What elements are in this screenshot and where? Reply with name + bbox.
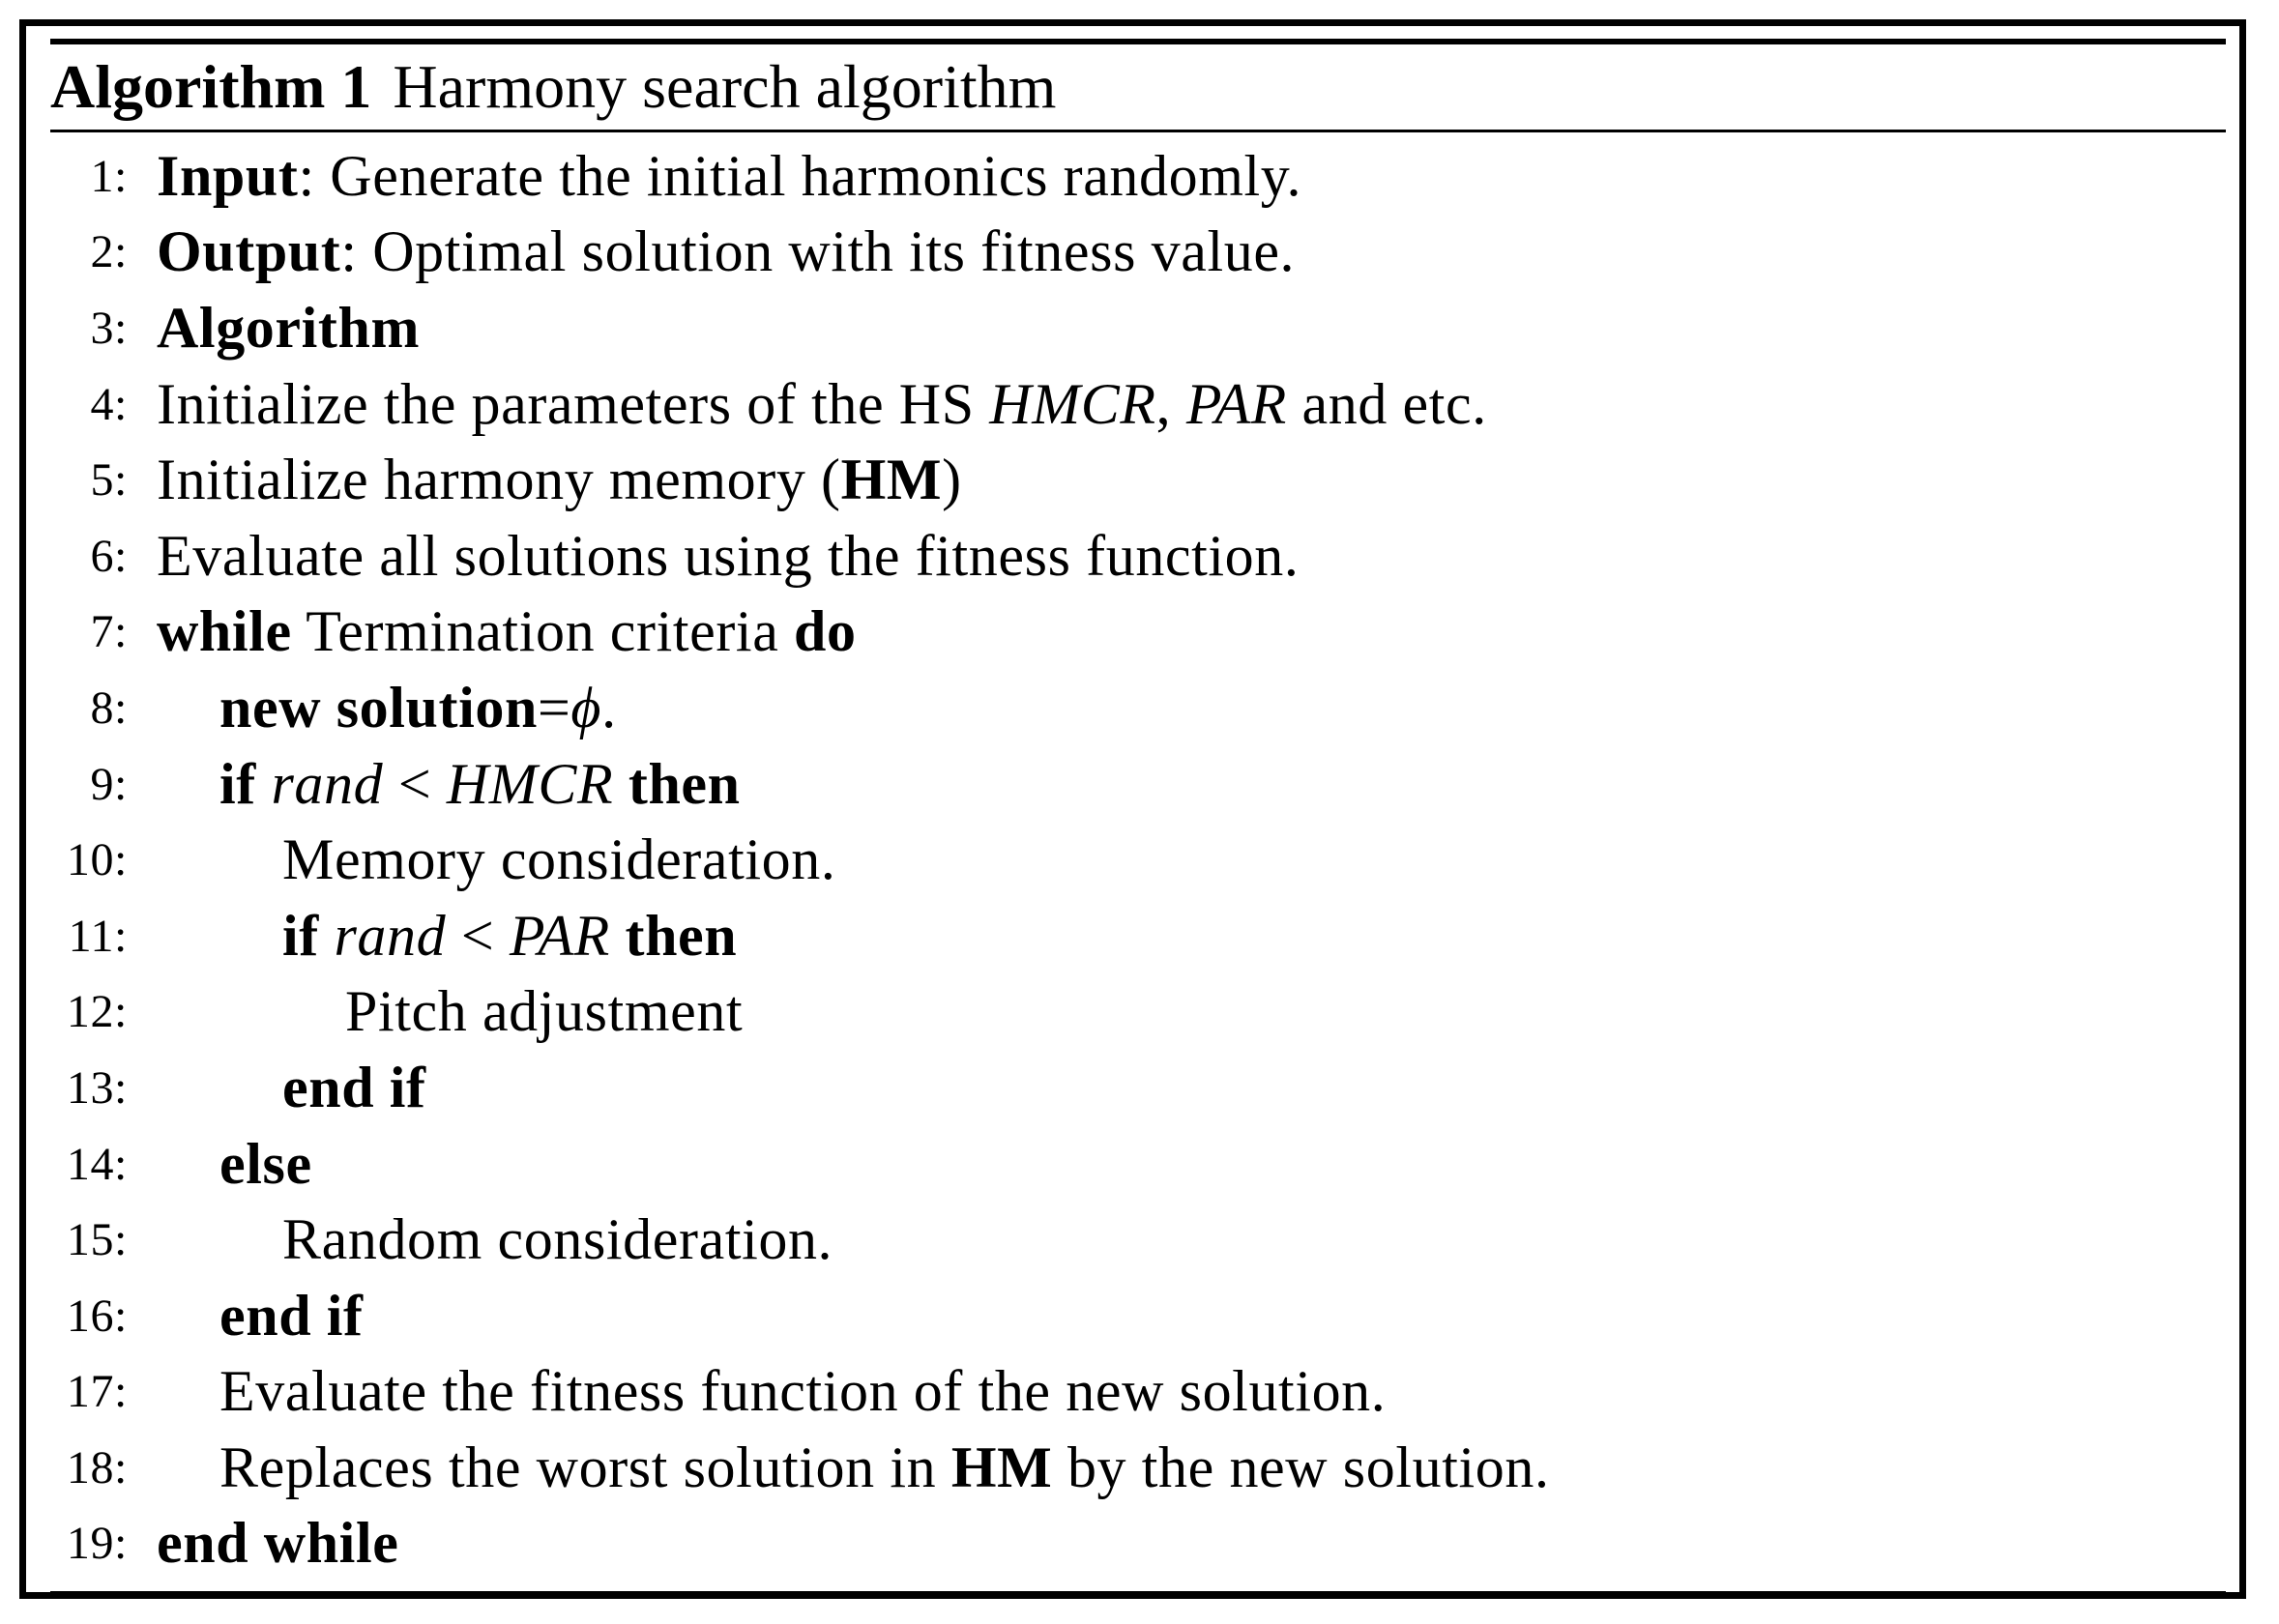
line-fragment: Replaces the worst solution in xyxy=(219,1435,951,1499)
line-number: 6: xyxy=(90,530,128,582)
line-number: 19: xyxy=(66,1518,128,1570)
line-number: 10: xyxy=(66,834,128,886)
line-text xyxy=(157,1435,1550,1501)
line-fragment: < xyxy=(446,903,510,968)
keyword: end if xyxy=(219,1283,364,1348)
keyword: if xyxy=(219,751,256,816)
line-number: 3: xyxy=(90,302,128,354)
math-symbol: rand xyxy=(334,903,447,968)
keyword: Algorithm xyxy=(157,295,421,360)
algorithm-line xyxy=(50,1354,2226,1431)
algorithm-line xyxy=(50,670,2226,746)
keyword: Output xyxy=(157,219,341,284)
line-number: 7: xyxy=(90,606,128,658)
line-number: 9: xyxy=(90,758,128,810)
line-text xyxy=(157,1358,1386,1425)
line-number: 17: xyxy=(66,1366,128,1418)
line-text xyxy=(157,1131,312,1198)
algorithm-line xyxy=(50,822,2226,898)
algorithm-line xyxy=(50,138,2226,215)
algorithm-line xyxy=(50,594,2226,671)
line-number: 5: xyxy=(90,454,128,507)
line-fragment: Evaluate all solutions using the fitness function. xyxy=(157,523,1300,588)
line-text xyxy=(157,903,737,970)
line-number: 14: xyxy=(66,1138,128,1190)
algorithm-line xyxy=(50,898,2226,974)
line-text xyxy=(157,371,1487,438)
math-symbol: PAR xyxy=(1185,371,1287,436)
line-number: 11: xyxy=(68,910,128,962)
line-text xyxy=(157,523,1299,590)
keyword: Input xyxy=(157,143,299,208)
line-number: 4: xyxy=(90,378,128,430)
math-symbol: HMCR xyxy=(446,751,614,816)
algorithm-line xyxy=(50,1278,2226,1354)
math-symbol: PAR xyxy=(509,903,610,968)
line-fragment: , xyxy=(1155,371,1186,436)
line-text xyxy=(157,751,741,818)
line-number: 16: xyxy=(66,1290,128,1342)
line-fragment: : Optimal solution with its fitness value. xyxy=(340,219,1296,284)
keyword: do xyxy=(794,599,857,664)
keyword: new solution xyxy=(219,675,538,740)
keyword: else xyxy=(219,1131,312,1196)
line-fragment: and etc. xyxy=(1286,371,1487,436)
line-text xyxy=(157,675,617,741)
algorithm-line xyxy=(50,974,2226,1051)
keyword: end while xyxy=(157,1511,399,1576)
line-fragment xyxy=(256,752,272,816)
line-number: 12: xyxy=(66,986,128,1038)
math-symbol: HMCR xyxy=(989,371,1156,436)
line-text xyxy=(157,1283,364,1349)
line-text xyxy=(157,447,962,513)
line-fragment: . xyxy=(601,675,617,740)
line-fragment: Termination criteria xyxy=(291,599,795,664)
line-fragment: by the new solution. xyxy=(1052,1435,1550,1499)
algorithm-line xyxy=(50,1202,2226,1278)
line-text xyxy=(157,143,1301,210)
line-fragment xyxy=(610,904,626,968)
line-text xyxy=(157,218,1295,285)
line-fragment xyxy=(319,904,335,968)
line-number: 13: xyxy=(66,1061,128,1114)
line-fragment: Random consideration. xyxy=(282,1207,833,1272)
line-fragment: Evaluate the fitness function of the new solution. xyxy=(219,1359,1387,1424)
line-text xyxy=(157,1206,833,1273)
line-number: 1: xyxy=(90,150,128,202)
algorithm-line xyxy=(50,518,2226,594)
line-fragment: = xyxy=(537,675,571,740)
line-number: 18: xyxy=(66,1441,128,1494)
line-text xyxy=(157,295,420,362)
line-fragment: Initialize harmony memory ( xyxy=(157,448,841,512)
algorithm-lines xyxy=(50,132,2226,1591)
line-fragment: Memory consideration. xyxy=(282,827,836,892)
keyword: while xyxy=(157,599,292,664)
line-fragment: Pitch adjustment xyxy=(345,979,744,1044)
line-text xyxy=(157,978,743,1045)
line-fragment: : Generate the initial harmonics randomly. xyxy=(298,143,1302,208)
algorithm-line xyxy=(50,290,2226,366)
algorithm-block xyxy=(50,39,2226,1594)
line-number: 15: xyxy=(66,1214,128,1266)
line-fragment: < xyxy=(383,751,447,816)
algorithm-line xyxy=(50,1430,2226,1506)
keyword: then xyxy=(628,751,741,816)
algorithm-line xyxy=(50,442,2226,518)
line-text xyxy=(157,1510,398,1577)
algorithm-caption xyxy=(50,44,2226,130)
line-fragment: ) xyxy=(942,448,962,512)
caption-label: Algorithm 1 xyxy=(50,52,372,121)
algorithm-line xyxy=(50,215,2226,291)
caption-title: Harmony search algorithm xyxy=(393,52,1057,121)
keyword: HM xyxy=(950,1435,1053,1499)
bottom-rule xyxy=(50,1591,2226,1594)
line-number: 8: xyxy=(90,682,128,734)
line-text xyxy=(157,826,835,893)
line-fragment: Initialize the parameters of the HS xyxy=(157,371,990,436)
algorithm-line xyxy=(50,1506,2226,1582)
keyword: end if xyxy=(282,1055,426,1119)
line-text xyxy=(157,598,857,665)
keyword: then xyxy=(625,903,738,968)
algorithm-line xyxy=(50,1126,2226,1203)
math-symbol: rand xyxy=(271,751,384,816)
keyword: HM xyxy=(840,448,943,512)
algorithm-line xyxy=(50,366,2226,443)
line-fragment xyxy=(613,752,628,816)
line-text xyxy=(157,1055,426,1121)
keyword: if xyxy=(282,903,319,968)
algorithm-line xyxy=(50,1050,2226,1126)
algorithm-line xyxy=(50,746,2226,823)
line-number: 2: xyxy=(90,226,128,278)
math-symbol: ϕ xyxy=(570,675,602,740)
